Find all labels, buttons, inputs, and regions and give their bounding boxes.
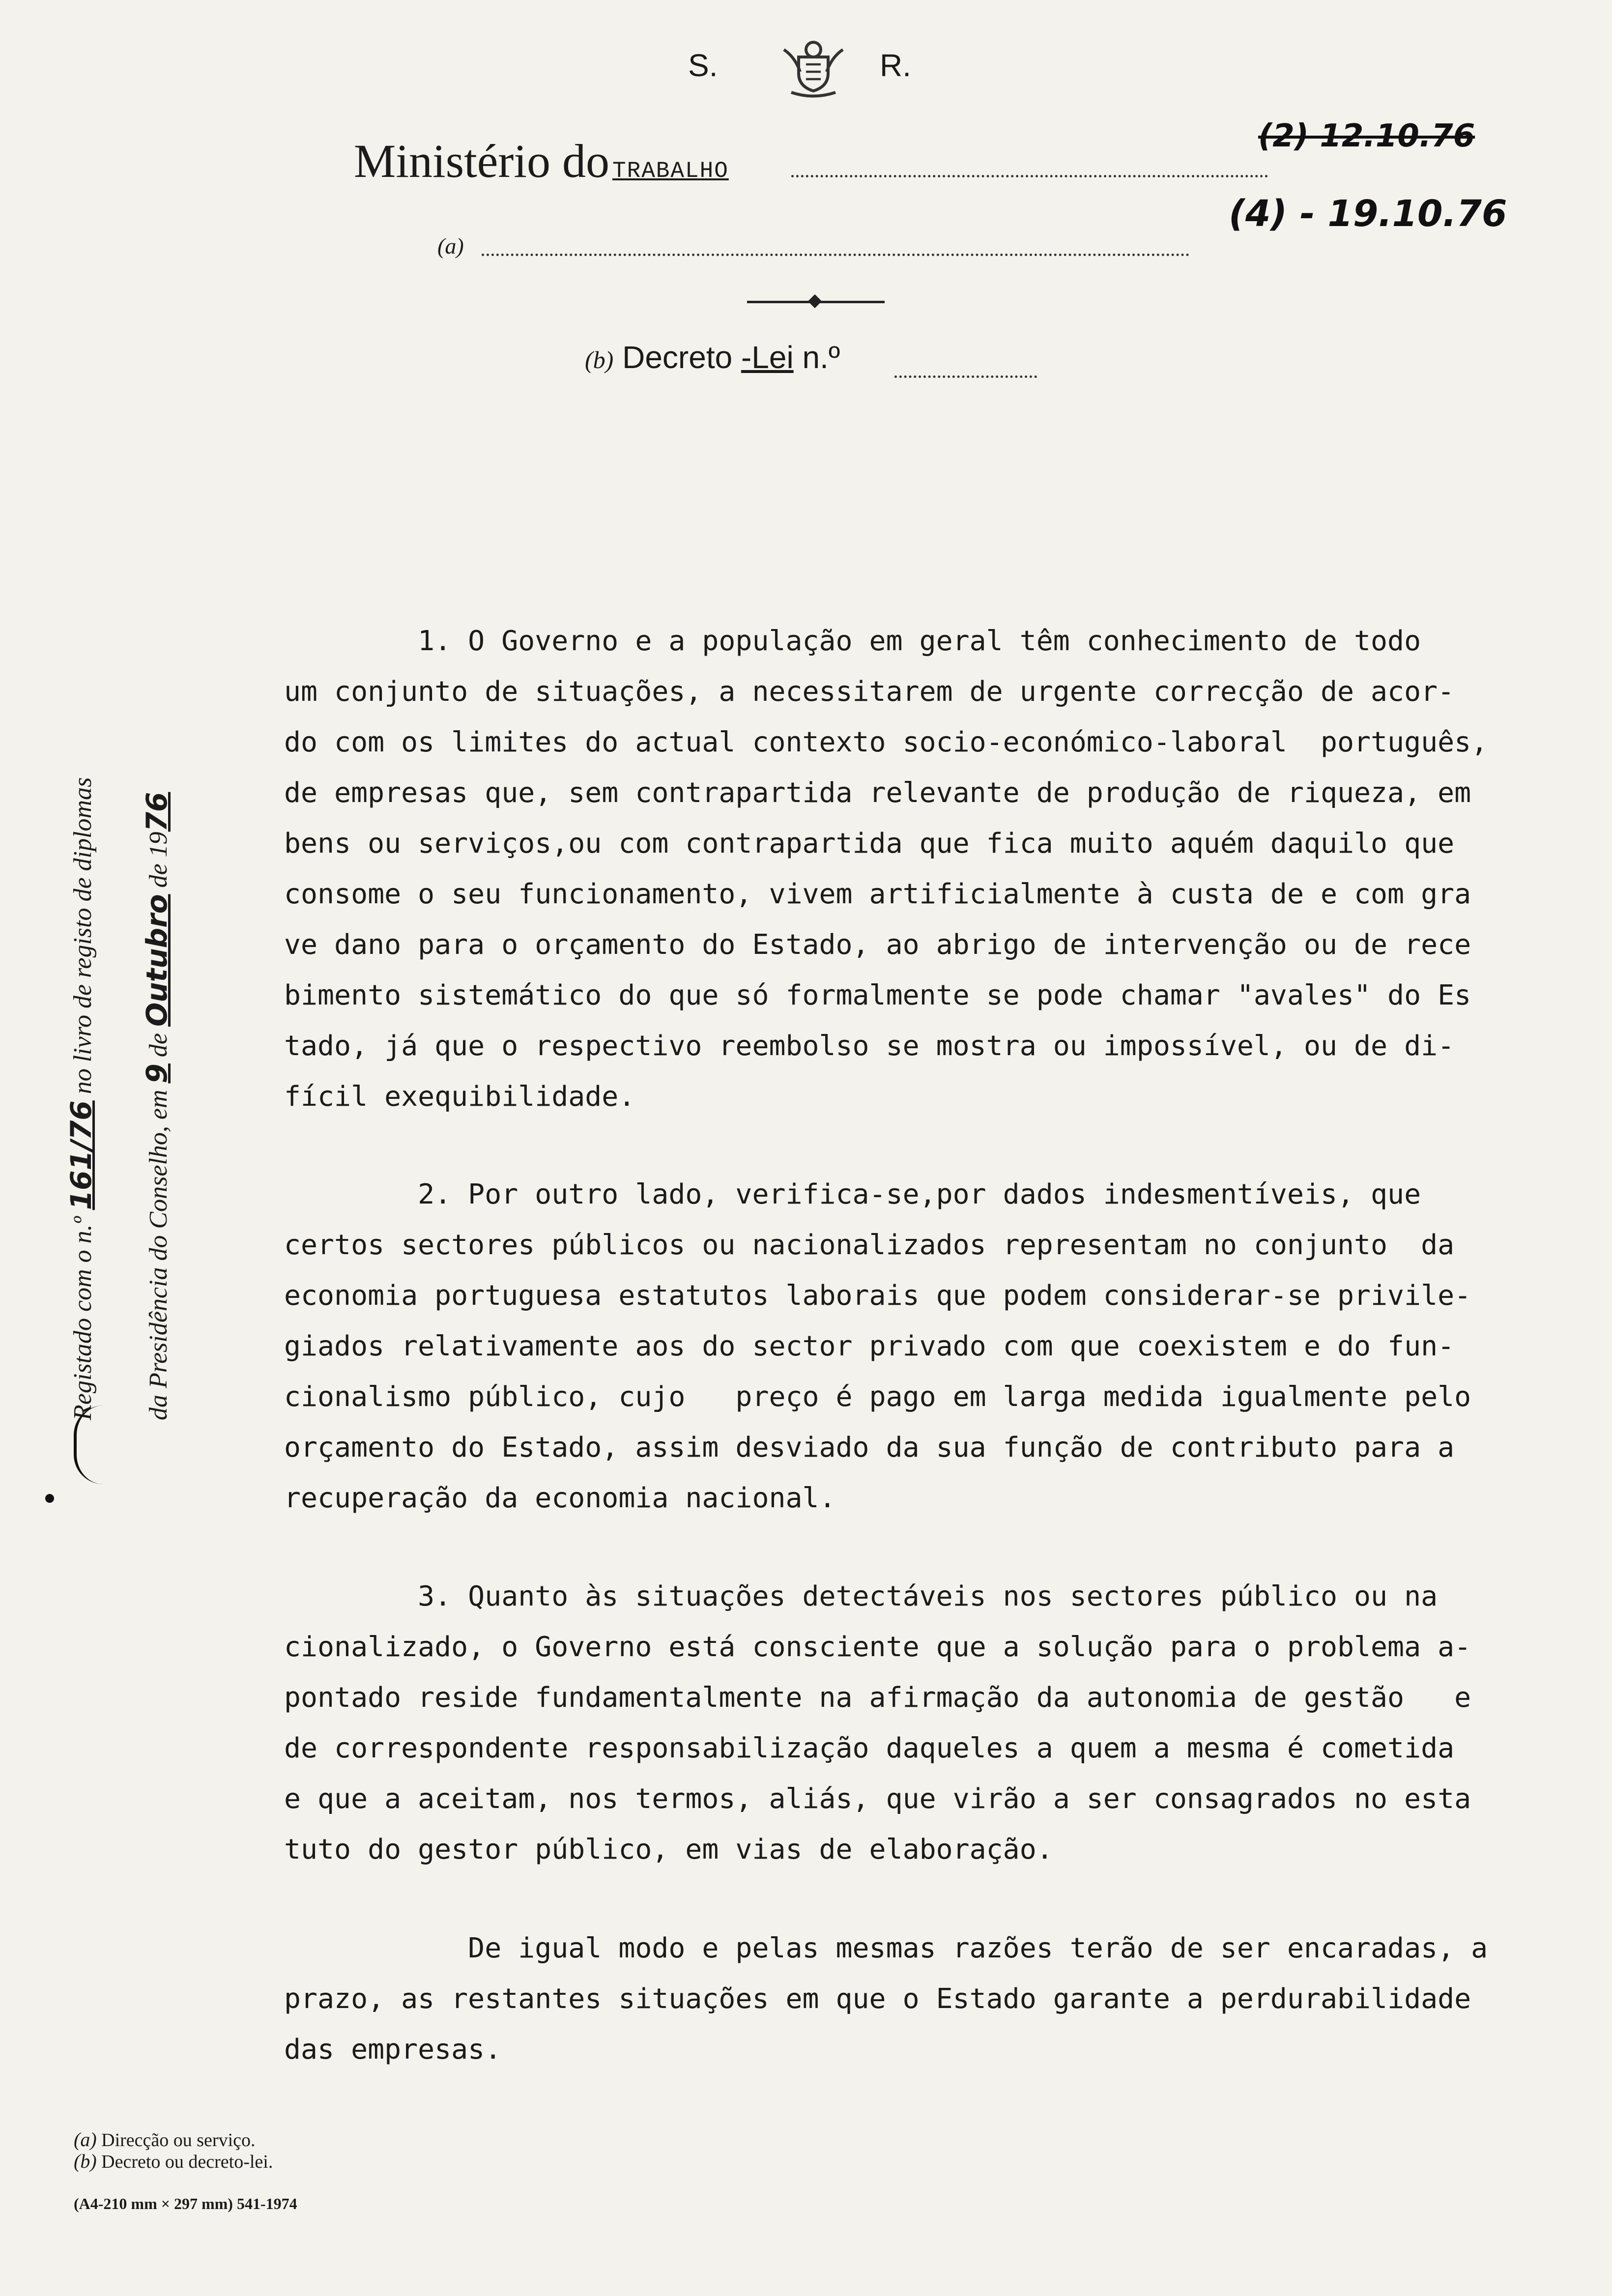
- form-code: (A4-210 mm × 297 mm) 541-1974: [74, 2195, 297, 2212]
- paragraph-1: 1. O Governo e a população em geral têm conhecimento de todo um conjunto de situações, a necessitarem de urgente correcção de acor- do com os limites do actual contexto socio-económico-laboral português, de empresas que, sem contrapartida relevante de produção de riqueza, em bens ou serviços,ou com contrapartida que fica muito aquém daquilo que consome o seu funcionamento, vivem artificialmente à custa de e com gra ve dano para o orçamento do Estado, ao abrigo de intervenção ou de rece bimento sistemático do que só formalmente se pode chamar "avales" do Es tado, já que o respectivo reembolso se mostra ou impossível, ou de di- fícil exequibilidade.: [284, 625, 1488, 1113]
- margin-note-text: de: [144, 1033, 173, 1058]
- registration-margin-note: [44, 536, 196, 1420]
- registration-month: Outubro: [140, 894, 173, 1027]
- paragraph-3: 3. Quanto às situações detectáveis nos sectores público ou na cionalizado, o Governo está consciente que a solução para o problema a- pontado reside fundamentalmente na afirmação da autonomia de gestão e de correspondente responsabilização daqueles a quem a mesma é cometida e que a aceitam, nos termos, aliás, que virão a ser consagrados no esta tuto do gestor público, em vias de elaboração.: [284, 1580, 1471, 1866]
- field-a-label: (a): [437, 233, 464, 258]
- crossed-out-reference: (2) 12.10.76: [1258, 118, 1475, 154]
- field-a-dotted-line: [482, 254, 1189, 256]
- decreto-dotted-line: [894, 375, 1037, 378]
- paragraph-4: De igual modo e pelas mesmas razões terão de ser encaradas, a prazo, as restantes situações em que o Estado garante a perdurabilidade das empresas.: [284, 1932, 1488, 2066]
- margin-note-text: Registado com o n.º: [69, 1216, 97, 1420]
- ministry-heading: [354, 134, 729, 188]
- header-letter-s: S.: [688, 48, 718, 83]
- margin-note-line-2: [120, 536, 196, 1420]
- footnote-a-label: (a): [74, 2128, 97, 2151]
- footnote-a: [74, 2128, 256, 2151]
- paragraph-2: 2. Por outro lado, verifica-se,por dados indesmentíveis, que certos sectores públicos ou nacionalizados representam no conjunto da economia portuguesa estatutos laborais que podem considerar-se privile- giados relativamente aos do sector privado com que coexistem e do fun- cionalismo público, cujo preço é pago em larga medida igualmente pelo orçamento do Estado, assim desviado da sua função de contributo para a recuperação da economia nacional.: [284, 1178, 1471, 1514]
- margin-note-text: da Presidência do Conselho, em: [144, 1090, 173, 1420]
- decreto-heading: [585, 339, 840, 375]
- margin-note-line-1: [44, 536, 120, 1420]
- ministry-dotted-line: [791, 175, 1268, 177]
- margin-dot-icon: [45, 1494, 54, 1503]
- footnote-b: [74, 2150, 273, 2173]
- footnote-b-text: Decreto ou decreto-lei.: [101, 2152, 273, 2172]
- footnote-b-label: (b): [74, 2150, 97, 2172]
- registration-day: 9: [140, 1063, 173, 1084]
- ministry-prefix: Ministério do: [354, 135, 609, 187]
- ornament-diamond-icon: [808, 294, 822, 308]
- decreto-type: -Lei: [741, 340, 794, 375]
- header-letter-r: R.: [880, 48, 911, 83]
- margin-note-text: no livro de registo de diplomas: [69, 777, 97, 1094]
- footnote-a-text: Direcção ou serviço.: [101, 2130, 256, 2151]
- ministry-department: TRABALHO: [612, 158, 729, 184]
- handwritten-reference: (4) - 19.10.76: [1229, 193, 1507, 235]
- registration-year: 76: [140, 792, 173, 832]
- coat-of-arms-icon: [777, 28, 850, 101]
- registration-number: 161/76: [64, 1100, 98, 1210]
- margin-note-text: de 19: [144, 832, 173, 888]
- decreto-b-label: (b): [585, 346, 614, 373]
- decreto-number-label: n.º: [802, 340, 840, 375]
- decreto-word: Decreto: [622, 340, 733, 375]
